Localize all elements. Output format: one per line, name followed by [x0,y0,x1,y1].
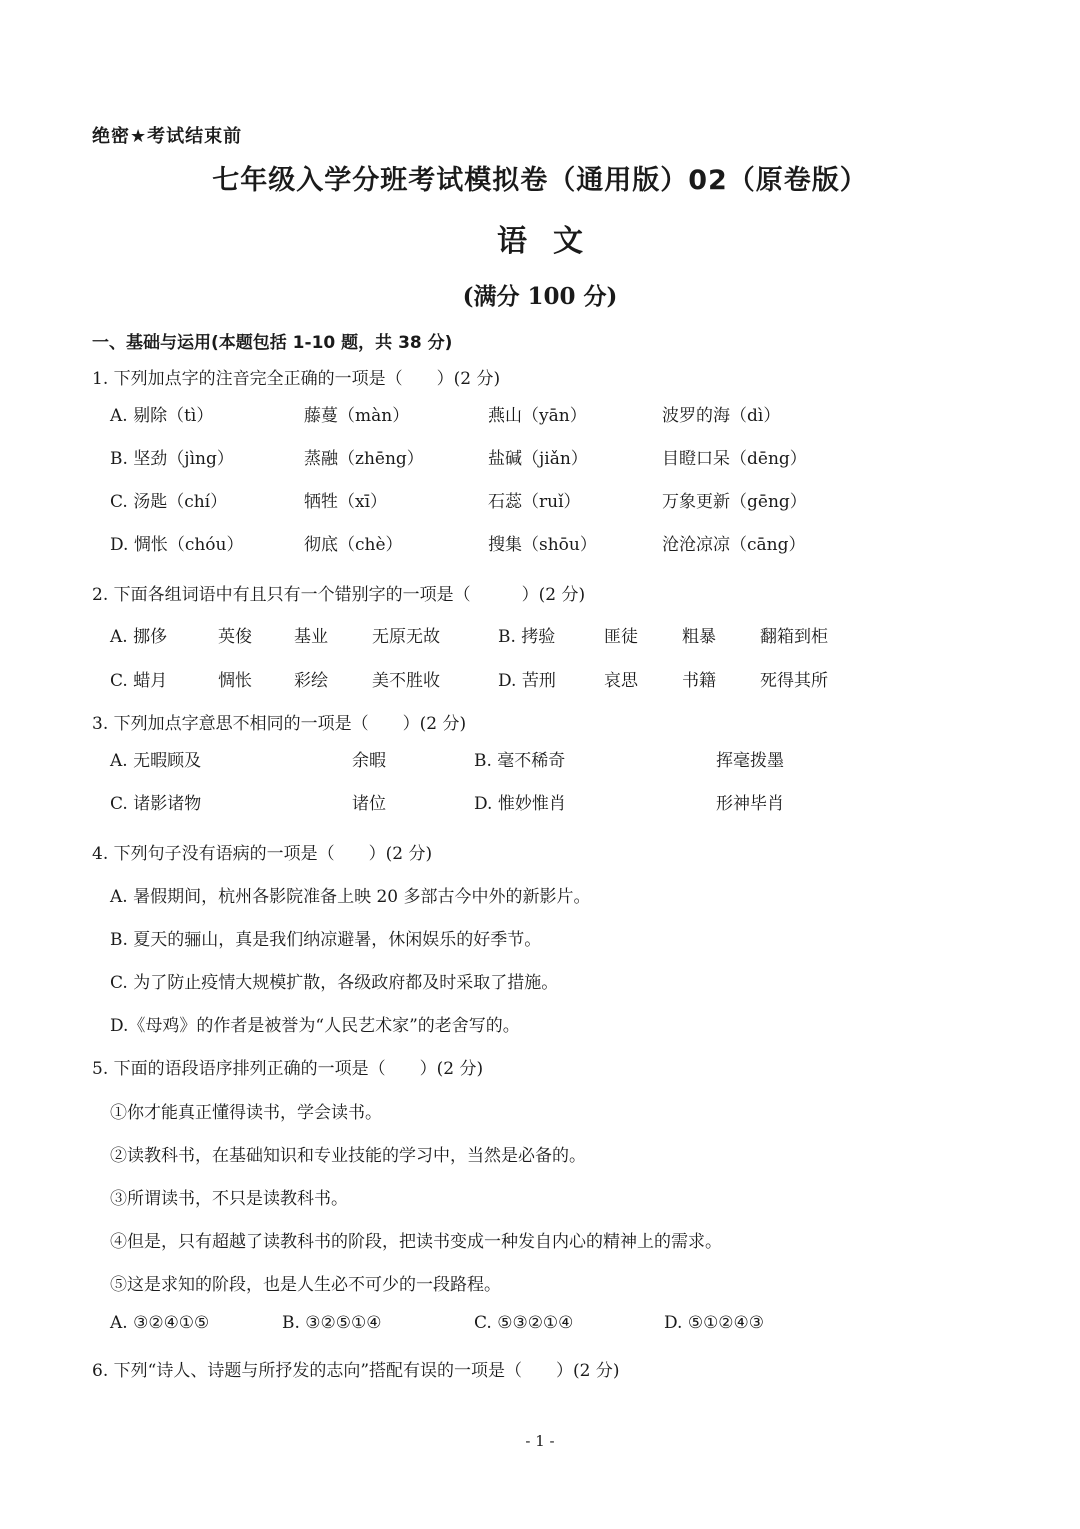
q2-cell: 死得其所 [760,671,828,691]
q4-option-b: B. 夏天的骊山，真是我们纳凉避暑，休闲娱乐的好季节。 [110,930,542,950]
q5-sentence-4: ④但是，只有超越了读教科书的阶段，把读书变成一种发自内心的精神上的需求。 [110,1232,722,1252]
q2-cell: A. 挪侈 [110,627,168,647]
q1-option-d-4: 沧沧凉凉（cāng） [662,535,806,555]
q2-cell: 匪徒 [604,627,638,647]
q4-option-a: A. 暑假期间，杭州各影院准备上映 20 多部古今中外的新影片。 [110,887,591,907]
q1-option-c-2: 牺牲（xī） [304,492,388,512]
q1-option-a-3: 燕山（yān） [488,406,587,426]
q1-option-a-2: 藤蔓（màn） [304,406,410,426]
question-2-stem: 2. 下面各组词语中有且只有一个错别字的一项是（ ）(2 分) [92,585,586,605]
q2-cell: C. 蜡月 [110,671,168,691]
question-6-stem: 6. 下列“诗人、诗题与所抒发的志向”搭配有误的一项是（ ）(2 分) [92,1361,620,1381]
q1-option-c-3: 石蕊（ruǐ） [488,492,581,512]
q1-option-b-1: B. 坚劲（jìng） [110,449,234,469]
q2-cell: 翻箱到柜 [760,627,828,647]
q2-cell: B. 拷验 [498,627,556,647]
full-score-label: (满分 100 分) [462,283,618,310]
q1-option-d-3: 搜集（shōu） [488,535,597,555]
question-5-stem: 5. 下面的语段语序排列正确的一项是（ ）(2 分) [92,1059,484,1079]
section-heading: 一、基础与运用(本题包括 1-10 题，共 38 分) [92,333,453,353]
q3-cell: 形神毕肖 [716,794,784,814]
question-3-stem: 3. 下列加点字意思不相同的一项是（ ）(2 分) [92,714,467,734]
q4-option-d: D.《母鸡》的作者是被誉为“人民艺术家”的老舍写的。 [110,1016,520,1036]
q3-cell: C. 诸影诸物 [110,794,202,814]
q2-cell: 基业 [294,627,328,647]
q2-cell: 英俊 [218,627,252,647]
q5-sentence-5: ⑤这是求知的阶段，也是人生必不可少的一段路程。 [110,1275,501,1295]
q2-cell: 惆怅 [218,671,252,691]
question-4-stem: 4. 下列句子没有语病的一项是（ ）(2 分) [92,844,433,864]
q1-option-b-4: 目瞪口呆（dēng） [662,449,807,469]
q5-option-b: B. ③②⑤①④ [282,1313,382,1333]
q5-option-a: A. ③②④①⑤ [110,1313,210,1333]
q3-cell: B. 毫不稀奇 [474,751,566,771]
q4-option-c: C. 为了防止疫情大规模扩散，各级政府都及时采取了措施。 [110,973,559,993]
q5-sentence-1: ①你才能真正懂得读书，学会读书。 [110,1103,382,1123]
q3-cell: 挥毫拨墨 [716,751,784,771]
q2-cell: 粗暴 [682,627,716,647]
q3-cell: A. 无暇顾及 [110,751,202,771]
q1-option-b-2: 蒸融（zhēng） [304,449,424,469]
q1-option-a-1: A. 剔除（tì） [110,406,214,426]
q1-option-a-4: 波罗的海（dì） [662,406,781,426]
q1-option-d-2: 彻底（chè） [304,535,403,555]
q2-cell: 无原无故 [372,627,440,647]
q1-option-b-3: 盐碱（jiǎn） [488,449,588,469]
page-title: 七年级入学分班考试模拟卷（通用版）02（原卷版） [212,165,868,196]
q5-sentence-3: ③所谓读书，不只是读教科书。 [110,1189,348,1209]
q3-cell: 余暇 [352,751,386,771]
q1-option-c-1: C. 汤匙（chí） [110,492,228,512]
confidential-label: 绝密★考试结束前 [92,126,243,147]
q2-cell: D. 苦刑 [498,671,556,691]
q1-option-c-4: 万象更新（gēng） [662,492,807,512]
page-number: - 1 - [525,1432,555,1450]
subject-title: 语文 [497,224,609,259]
q2-cell: 彩绘 [294,671,328,691]
q2-cell: 哀思 [604,671,638,691]
q3-cell: 诸位 [352,794,386,814]
q2-cell: 美不胜收 [372,671,440,691]
question-1-stem: 1. 下列加点字的注音完全正确的一项是（ ）(2 分) [92,369,501,389]
q1-option-d-1: D. 惆怅（chóu） [110,535,244,555]
q3-cell: D. 惟妙惟肖 [474,794,566,814]
q2-cell: 书籍 [682,671,716,691]
q5-sentence-2: ②读教科书，在基础知识和专业技能的学习中，当然是必备的。 [110,1146,586,1166]
q5-option-d: D. ⑤①②④③ [664,1313,765,1333]
q5-option-c: C. ⑤③②①④ [474,1313,574,1333]
